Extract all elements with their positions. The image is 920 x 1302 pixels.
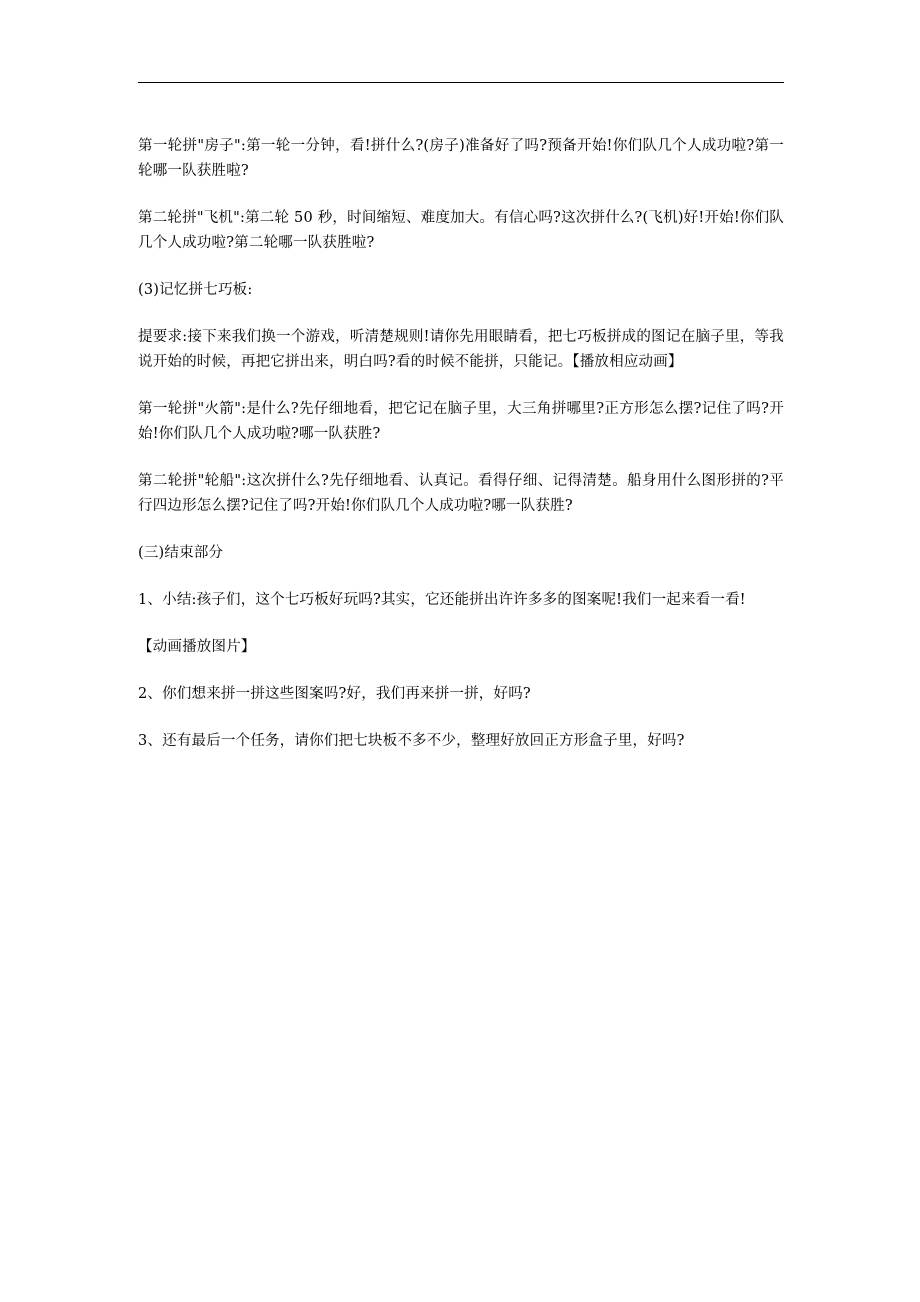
paragraph-round-one-rocket: 第一轮拼"火箭":是什么?先仔细地看，把它记在脑子里，大三角拼哪里?正方形怎么摆?记住了吗?开始!你们队几个人成功啦?哪一队获胜? — [138, 401, 784, 442]
paragraph-animation-note: 【动画播放图片】 — [138, 639, 256, 655]
section-heading-ending: (三)结束部分 — [138, 545, 224, 561]
paragraph-round-two-plane: 第二轮拼"飞机":第二轮 50 秒，时间缩短、难度加大。有信心吗?这次拼什么?(飞机)好!开始!你们队几个人成功啦?第二轮哪一队获胜啦? — [138, 210, 784, 251]
paragraph-final-task: 3、还有最后一个任务，请你们把七块板不多不少，整理好放回正方形盒子里，好吗? — [138, 733, 685, 749]
paragraph-round-one-house: 第一轮拼"房子":第一轮一分钟，看!拼什么?(房子)准备好了吗?预备开始!你们队几个人成功啦?第一轮哪一队获胜啦? — [138, 138, 784, 179]
document-body — [138, 134, 784, 776]
paragraph-round-two-ship: 第二轮拼"轮船":这次拼什么?先仔细地看、认真记。看得仔细、记得清楚。船身用什么图形拼的?平行四边形怎么摆?记住了吗?开始!你们队几个人成功啦?哪一队获胜? — [138, 473, 784, 514]
section-heading-memory-tangram: (3)记忆拼七巧板: — [138, 282, 253, 298]
paragraph-summary: 1、小结:孩子们，这个七巧板好玩吗?其实，它还能拼出许许多多的图案呢!我们一起来看一看! — [138, 592, 746, 608]
paragraph-try-patterns: 2、你们想来拼一拼这些图案吗?好，我们再来拼一拼，好吗? — [138, 686, 531, 702]
header-rule — [138, 82, 784, 83]
paragraph-requirements: 提要求:接下来我们换一个游戏，听清楚规则!请你先用眼睛看，把七巧板拼成的图记在脑子里，等我说开始的时候，再把它拼出来，明白吗?看的时候不能拼，只能记。【播放相应动画】 — [138, 329, 784, 370]
